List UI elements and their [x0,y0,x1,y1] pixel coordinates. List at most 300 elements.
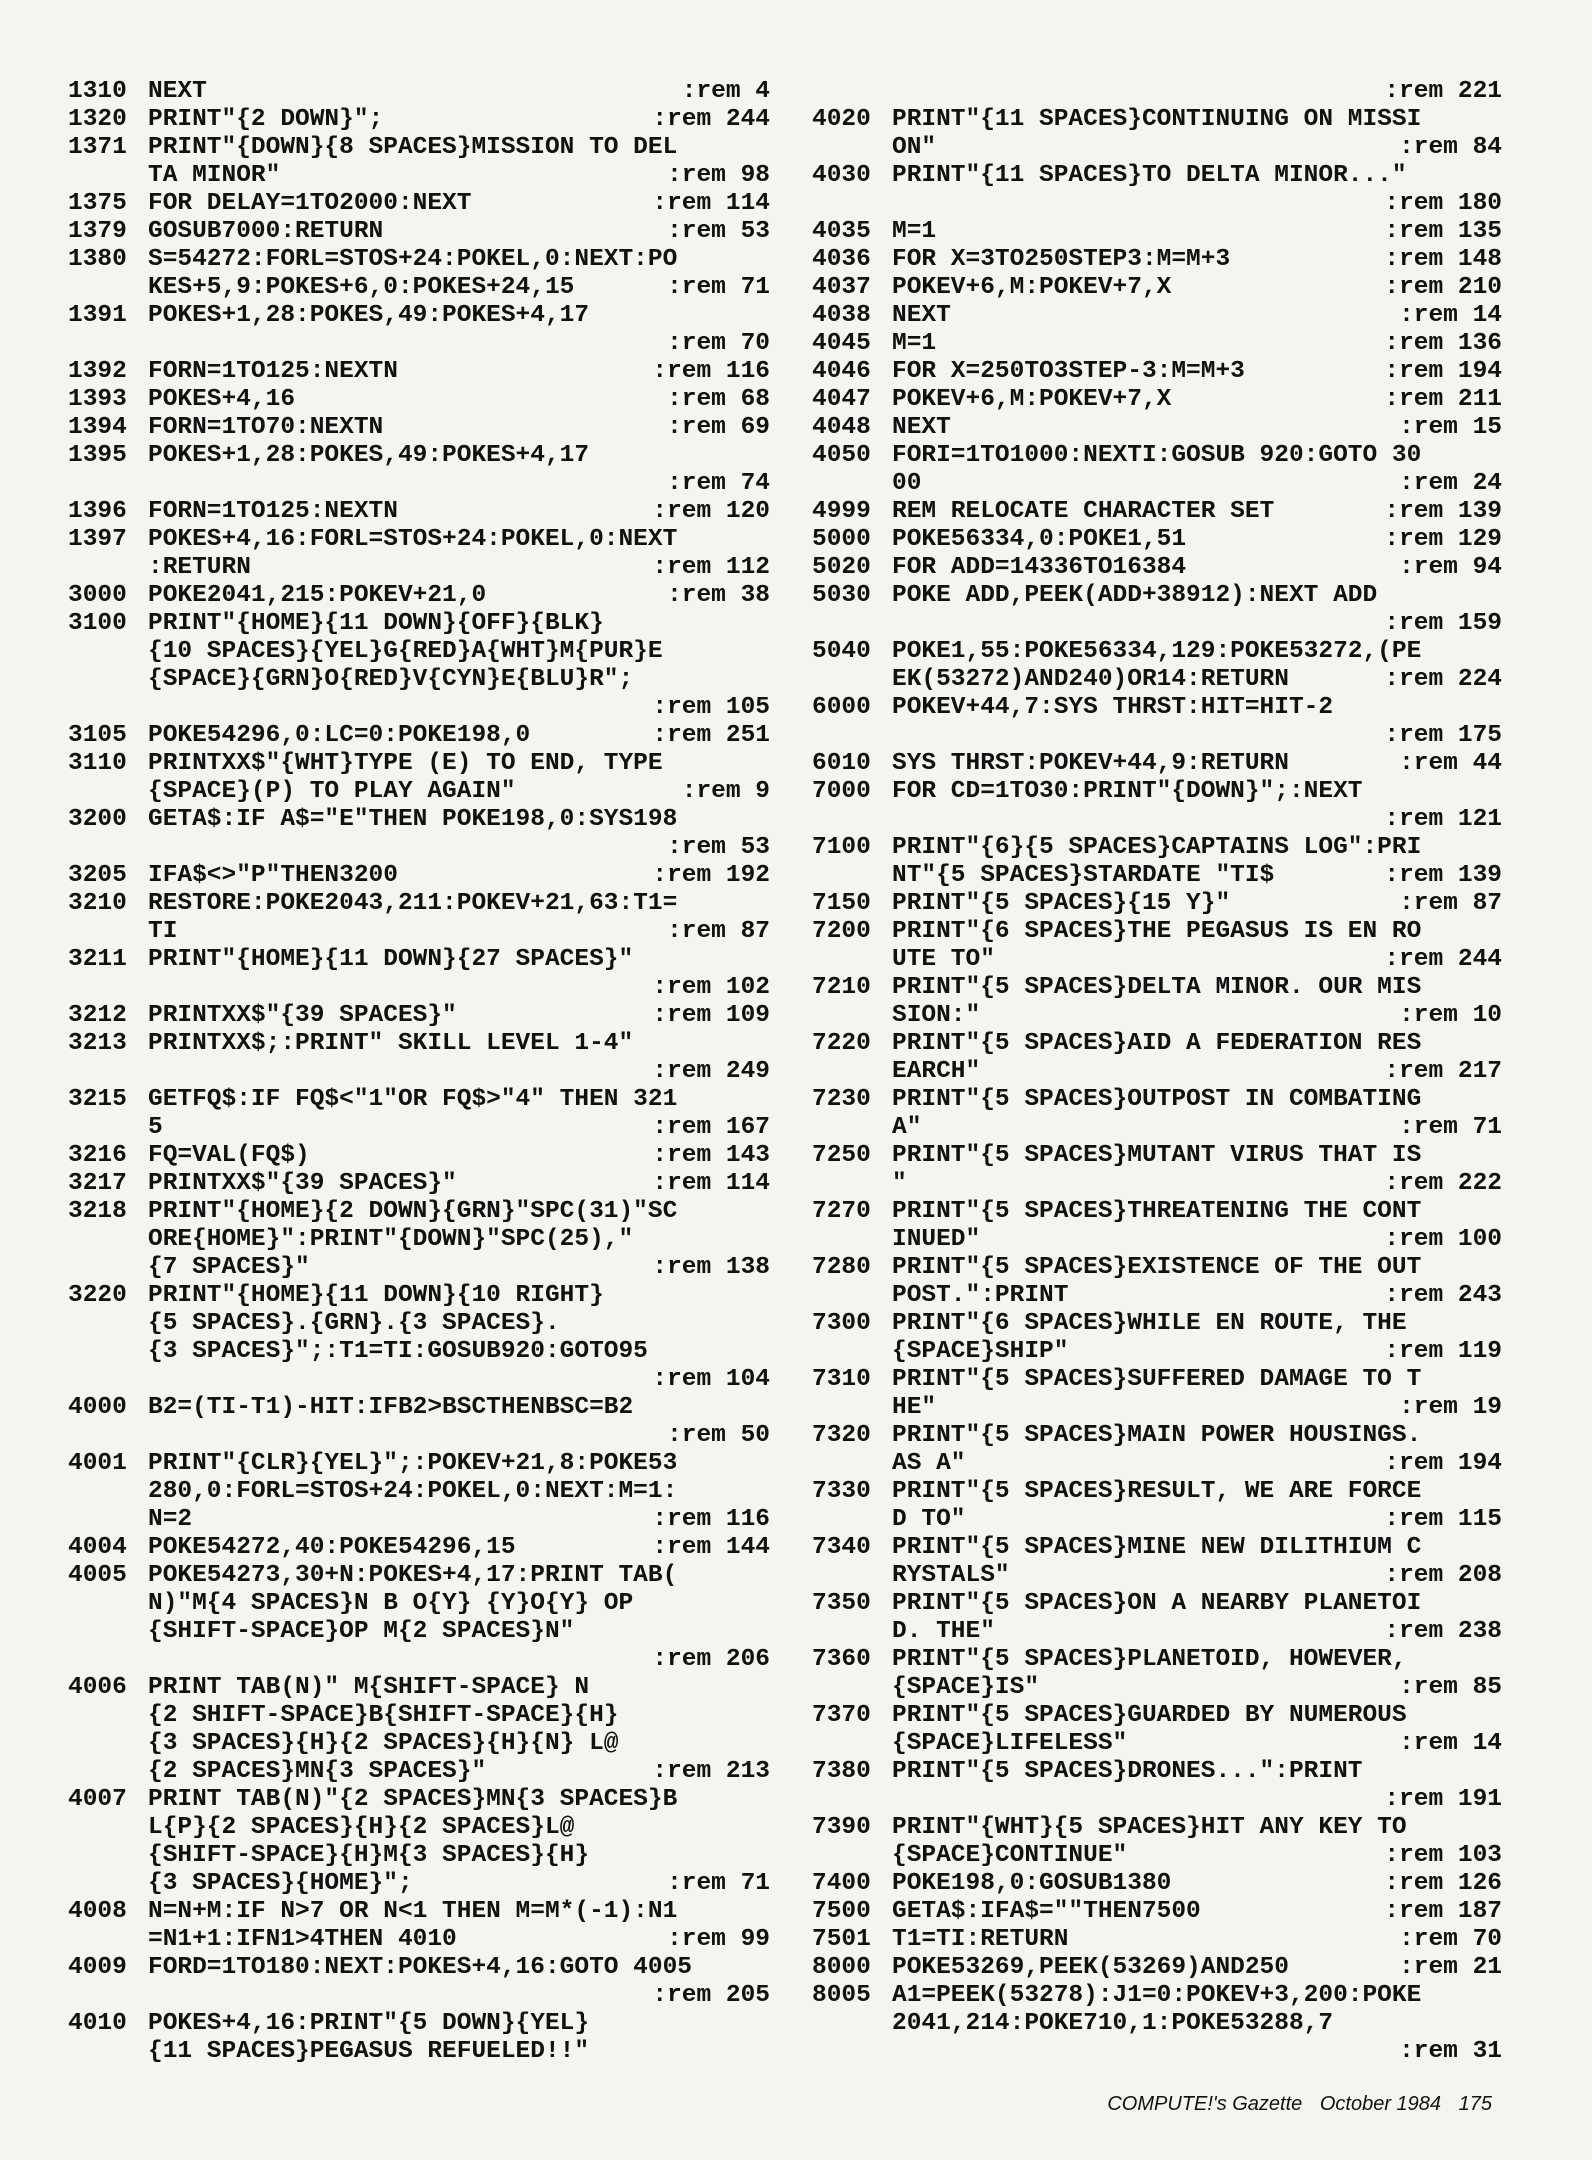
code-line [812,134,1502,162]
code-line [68,2038,770,2066]
code-line [812,1366,1502,1394]
checksum-rem: :rem 222 [1384,1170,1502,1197]
line-number: 4046 [812,358,871,385]
code-text: POKE1,55:POKE56334,129:POKE53272,(PE [892,638,1422,665]
code-text: GETFQ$:IF FQ$<"1"OR FQ$>"4" THEN 321 [148,1086,678,1113]
checksum-rem: :rem 139 [1384,498,1502,525]
checksum-rem: :rem 187 [1384,1898,1502,1925]
line-number: 4999 [812,498,871,525]
code-text: {2 SHIFT-SPACE}B{SHIFT-SPACE}{H} [148,1702,619,1729]
code-line [68,1030,770,1058]
checksum-rem: :rem 148 [1384,246,1502,273]
code-line [812,1534,1502,1562]
line-number: 6000 [812,694,871,721]
line-number: 4009 [68,1954,127,1981]
checksum-rem: :rem 53 [667,218,770,245]
code-line [68,106,770,134]
code-line [812,2010,1502,2038]
code-text: FORD=1TO180:NEXT:POKES+4,16:GOTO 4005 [148,1954,692,1981]
code-line [812,890,1502,918]
code-text: PRINT"{5 SPACES}DELTA MINOR. OUR MIS [892,974,1422,1001]
line-number: 4000 [68,1394,127,1421]
checksum-rem: :rem 15 [1399,414,1502,441]
code-text: POKE53269,PEEK(53269)AND250 [892,1954,1289,1981]
code-line [812,722,1502,750]
code-text: PRINTXX$"{39 SPACES}" [148,1002,457,1029]
checksum-rem: :rem 243 [1384,1282,1502,1309]
code-text: UTE TO" [892,946,995,973]
code-text: PRINT"{5 SPACES}EXISTENCE OF THE OUT [892,1254,1422,1281]
line-number: 7220 [812,1030,871,1057]
line-number: 1394 [68,414,127,441]
checksum-rem: :rem 191 [1384,1786,1502,1813]
code-line [68,862,770,890]
line-number: 4045 [812,330,871,357]
code-text: PRINT"{5 SPACES}SUFFERED DAMAGE TO T [892,1366,1422,1393]
code-text: REM RELOCATE CHARACTER SET [892,498,1275,525]
line-number: 7340 [812,1534,871,1561]
code-text: {7 SPACES}" [148,1254,310,1281]
code-text: M=1 [892,330,937,357]
checksum-rem: :rem 99 [667,1926,770,1953]
code-text: PRINT"{HOME}{11 DOWN}{OFF}{BLK} [148,610,604,637]
checksum-rem: :rem 120 [652,498,770,525]
checksum-rem: :rem 143 [652,1142,770,1169]
checksum-rem: :rem 221 [1384,78,1502,105]
code-line [812,806,1502,834]
code-line [812,1058,1502,1086]
code-text: POKE ADD,PEEK(ADD+38912):NEXT ADD [892,582,1378,609]
checksum-rem: :rem 205 [652,1982,770,2009]
code-text: FOR ADD=14336TO16384 [892,554,1187,581]
code-text: D. THE" [892,1618,995,1645]
code-line [68,442,770,470]
line-number: 7270 [812,1198,871,1225]
code-text: HE" [892,1394,937,1421]
line-number: 7200 [812,918,871,945]
code-line [812,1226,1502,1254]
code-text: A" [892,1114,922,1141]
code-text: FORI=1TO1000:NEXTI:GOSUB 920:GOTO 30 [892,442,1422,469]
code-line [68,1618,770,1646]
code-line [68,1590,770,1618]
code-line [68,218,770,246]
code-line [812,1002,1502,1030]
checksum-rem: :rem 244 [1384,946,1502,973]
checksum-rem: :rem 126 [1384,1870,1502,1897]
line-number: 7210 [812,974,871,1001]
code-line [68,190,770,218]
code-text: 2041,214:POKE710,1:POKE53288,7 [892,2010,1334,2037]
code-text: PRINT"{6}{5 SPACES}CAPTAINS LOG":PRI [892,834,1422,861]
code-text: FORN=1TO70:NEXTN [148,414,384,441]
code-text: {3 SPACES}{HOME}"; [148,1870,413,1897]
code-text: N)"M{4 SPACES}N B O{Y} {Y}O{Y} OP [148,1590,634,1617]
line-number: 3211 [68,946,127,973]
code-text: POKE54273,30+N:POKES+4,17:PRINT TAB( [148,1562,678,1589]
code-line [68,470,770,498]
code-line [68,1394,770,1422]
code-line [812,1702,1502,1730]
code-line [68,526,770,554]
line-number: 7330 [812,1478,871,1505]
code-line [68,1450,770,1478]
code-line [812,1198,1502,1226]
checksum-rem: :rem 138 [652,1254,770,1281]
checksum-rem: :rem 144 [652,1534,770,1561]
checksum-rem: :rem 87 [1399,890,1502,917]
code-text: RESTORE:POKE2043,211:POKEV+21,63:T1= [148,890,678,917]
line-number: 3205 [68,862,127,889]
line-number: 3216 [68,1142,127,1169]
code-text: N=N+M:IF N>7 OR N<1 THEN M=M*(-1):N1 [148,1898,678,1925]
line-number: 3220 [68,1282,127,1309]
checksum-rem: :rem 211 [1384,386,1502,413]
left-column [68,78,770,2066]
code-line [812,190,1502,218]
checksum-rem: :rem 116 [652,358,770,385]
code-text: POKES+4,16:PRINT"{5 DOWN}{YEL} [148,2010,590,2037]
line-number: 4036 [812,246,871,273]
code-line [812,274,1502,302]
code-text: {3 SPACES}{H}{2 SPACES}{H}{N} L@ [148,1730,619,1757]
code-line [812,358,1502,386]
code-line [812,638,1502,666]
code-line [812,1506,1502,1534]
code-line [68,302,770,330]
code-line [68,1534,770,1562]
code-line [68,274,770,302]
line-number: 1397 [68,526,127,553]
code-line [68,722,770,750]
line-number: 3218 [68,1198,127,1225]
line-number: 7310 [812,1366,871,1393]
page-footer [1095,2093,1492,2116]
line-number: 1395 [68,442,127,469]
code-line [68,1254,770,1282]
code-text: {3 SPACES}";:T1=TI:GOSUB920:GOTO95 [148,1338,648,1365]
checksum-rem: :rem 206 [652,1646,770,1673]
line-number: 4030 [812,162,871,189]
checksum-rem: :rem 167 [652,1114,770,1141]
line-number: 7300 [812,1310,871,1337]
code-line [812,946,1502,974]
code-text: 00 [892,470,922,497]
checksum-rem: :rem 85 [1399,1674,1502,1701]
code-text: {2 SPACES}MN{3 SPACES}" [148,1758,487,1785]
code-text: EK(53272)AND240)OR14:RETURN [892,666,1289,693]
line-number: 1310 [68,78,127,105]
line-number: 1396 [68,498,127,525]
checksum-rem: :rem 114 [652,1170,770,1197]
code-text: D TO" [892,1506,966,1533]
code-line [68,666,770,694]
code-text: TA MINOR" [148,162,281,189]
code-text: {11 SPACES}PEGASUS REFUELED!!" [148,2038,590,2065]
code-text: PRINTXX$"{39 SPACES}" [148,1170,457,1197]
code-line [68,386,770,414]
checksum-rem: :rem 74 [667,470,770,497]
code-text: PRINT"{5 SPACES}THREATENING THE CONT [892,1198,1422,1225]
code-text: {SPACE}{GRN}O{RED}V{CYN}E{BLU}R"; [148,666,634,693]
code-text: PRINT"{2 DOWN}"; [148,106,384,133]
checksum-rem: :rem 21 [1399,1954,1502,1981]
code-text: POKEV+44,7:SYS THRST:HIT=HIT-2 [892,694,1334,721]
line-number: 4020 [812,106,871,133]
line-number: 1380 [68,246,127,273]
code-line [68,1562,770,1590]
code-text: FOR DELAY=1TO2000:NEXT [148,190,472,217]
code-line [68,1786,770,1814]
code-text: ORE{HOME}":PRINT"{DOWN}"SPC(25)," [148,1226,634,1253]
footer-magazine: COMPUTE!'s Gazette [1107,2093,1303,2115]
code-line [68,246,770,274]
code-text: SION:" [892,1002,981,1029]
code-line [812,1030,1502,1058]
code-line [812,1674,1502,1702]
code-text: M=1 [892,218,937,245]
line-number: 7320 [812,1422,871,1449]
line-number: 4007 [68,1786,127,1813]
code-line [812,2038,1502,2066]
code-line [812,1926,1502,1954]
line-number: 1320 [68,106,127,133]
code-text: NEXT [892,302,951,329]
code-line [812,778,1502,806]
code-line [812,1254,1502,1282]
code-text: T1=TI:RETURN [892,1926,1069,1953]
line-number: 3100 [68,610,127,637]
line-number: 8005 [812,1982,871,2009]
code-line [812,1478,1502,1506]
checksum-rem: :rem 159 [1384,610,1502,637]
code-text: PRINT"{DOWN}{8 SPACES}MISSION TO DEL [148,134,678,161]
code-line [812,498,1502,526]
line-number: 1391 [68,302,127,329]
code-line [68,2010,770,2038]
code-text: PRINT"{HOME}{11 DOWN}{27 SPACES}" [148,946,634,973]
checksum-rem: :rem 94 [1399,554,1502,581]
code-line [812,218,1502,246]
code-line [812,414,1502,442]
code-text: PRINT"{5 SPACES}AID A FEDERATION RES [892,1030,1422,1057]
code-line [68,1926,770,1954]
checksum-rem: :rem 249 [652,1058,770,1085]
code-line [68,610,770,638]
code-line [812,1730,1502,1758]
checksum-rem: :rem 129 [1384,526,1502,553]
checksum-rem: :rem 50 [667,1422,770,1449]
code-text: NT"{5 SPACES}STARDATE "TI$ [892,862,1275,889]
code-line [812,78,1502,106]
code-text: N=2 [148,1506,193,1533]
line-number: 3105 [68,722,127,749]
code-line [68,1758,770,1786]
code-line [68,1142,770,1170]
checksum-rem: :rem 71 [667,1870,770,1897]
code-text: POKE54296,0:LC=0:POKE198,0 [148,722,531,749]
code-text: POKE54272,40:POKE54296,15 [148,1534,516,1561]
code-line [68,1982,770,2010]
code-line [812,1282,1502,1310]
line-number: 4050 [812,442,871,469]
checksum-rem: :rem 31 [1399,2038,1502,2065]
code-line [68,1310,770,1338]
code-text: " [892,1170,907,1197]
code-line [812,974,1502,1002]
code-text: PRINT"{6 SPACES}WHILE EN ROUTE, THE [892,1310,1407,1337]
checksum-rem: :rem 104 [652,1366,770,1393]
code-line [68,806,770,834]
code-text: POKEV+6,M:POKEV+7,X [892,386,1172,413]
code-text: INUED" [892,1226,981,1253]
code-text: POKE56334,0:POKE1,51 [892,526,1187,553]
line-number: 7230 [812,1086,871,1113]
code-text: POKE198,0:GOSUB1380 [892,1870,1172,1897]
code-text: POST.":PRINT [892,1282,1069,1309]
checksum-rem: :rem 70 [1399,1926,1502,1953]
code-text: PRINTXX$"{WHT}TYPE (E) TO END, TYPE [148,750,663,777]
code-line [68,330,770,358]
line-number: 8000 [812,1954,871,1981]
code-text: PRINT"{5 SPACES}MINE NEW DILITHIUM C [892,1534,1422,1561]
code-text: {SPACE}SHIP" [892,1338,1069,1365]
code-line [68,1646,770,1674]
code-text: {5 SPACES}.{GRN}.{3 SPACES}. [148,1310,560,1337]
code-line [68,750,770,778]
code-text: PRINT TAB(N)" M{SHIFT-SPACE} N [148,1674,590,1701]
line-number: 4037 [812,274,871,301]
line-number: 4005 [68,1562,127,1589]
checksum-rem: :rem 119 [1384,1338,1502,1365]
checksum-rem: :rem 38 [667,582,770,609]
checksum-rem: :rem 109 [652,1002,770,1029]
code-line [812,1842,1502,1870]
line-number: 7150 [812,890,871,917]
code-line [68,162,770,190]
code-text: {SPACE}(P) TO PLAY AGAIN" [148,778,516,805]
code-text: PRINT"{5 SPACES}GUARDED BY NUMEROUS [892,1702,1407,1729]
line-number: 4038 [812,302,871,329]
code-line [68,1842,770,1870]
code-text: IFA$<>"P"THEN3200 [148,862,398,889]
checksum-rem: :rem 116 [652,1506,770,1533]
line-number: 7280 [812,1254,871,1281]
code-line [812,1086,1502,1114]
line-number: 5000 [812,526,871,553]
line-number: 5040 [812,638,871,665]
code-text: KES+5,9:POKES+6,0:POKES+24,15 [148,274,575,301]
code-line [68,1702,770,1730]
code-line [68,134,770,162]
code-line [68,1002,770,1030]
checksum-rem: :rem 194 [1384,358,1502,385]
checksum-rem: :rem 19 [1399,1394,1502,1421]
code-line [812,1786,1502,1814]
code-text: POKES+1,28:POKES,49:POKES+4,17 [148,302,590,329]
code-line [68,834,770,862]
code-line [812,918,1502,946]
code-line [812,610,1502,638]
code-text: FQ=VAL(FQ$) [148,1142,310,1169]
checksum-rem: :rem 121 [1384,806,1502,833]
code-line [812,694,1502,722]
code-line [812,1422,1502,1450]
code-line [812,1394,1502,1422]
code-text: GOSUB7000:RETURN [148,218,384,245]
code-line [68,554,770,582]
code-line [68,498,770,526]
code-text: :RETURN [148,554,251,581]
line-number: 3217 [68,1170,127,1197]
checksum-rem: :rem 180 [1384,190,1502,217]
line-number: 4047 [812,386,871,413]
code-line [812,750,1502,778]
checksum-rem: :rem 100 [1384,1226,1502,1253]
checksum-rem: :rem 114 [652,190,770,217]
code-line [812,554,1502,582]
code-text: =N1+1:IFN1>4THEN 4010 [148,1926,457,1953]
line-number: 4008 [68,1898,127,1925]
code-text: FORN=1TO125:NEXTN [148,498,398,525]
line-number: 4004 [68,1534,127,1561]
code-line [68,974,770,1002]
code-text: PRINT TAB(N)"{2 SPACES}MN{3 SPACES}B [148,1786,678,1813]
code-text: FORN=1TO125:NEXTN [148,358,398,385]
code-text: PRINT"{HOME}{11 DOWN}{10 RIGHT} [148,1282,604,1309]
line-number: 3213 [68,1030,127,1057]
checksum-rem: :rem 105 [652,694,770,721]
code-text: PRINT"{5 SPACES}PLANETOID, HOWEVER, [892,1646,1407,1673]
code-line [812,302,1502,330]
line-number: 4001 [68,1450,127,1477]
checksum-rem: :rem 98 [667,162,770,189]
code-line [812,1114,1502,1142]
code-line [68,1170,770,1198]
checksum-rem: :rem 238 [1384,1618,1502,1645]
checksum-rem: :rem 24 [1399,470,1502,497]
code-text: NEXT [892,414,951,441]
code-text: PRINT"{11 SPACES}TO DELTA MINOR..." [892,162,1407,189]
checksum-rem: :rem 10 [1399,1002,1502,1029]
line-number: 3000 [68,582,127,609]
code-line [812,666,1502,694]
code-text: PRINT"{5 SPACES}ON A NEARBY PLANETOI [892,1590,1422,1617]
code-line [68,638,770,666]
code-text: POKES+4,16 [148,386,296,413]
code-line [812,330,1502,358]
checksum-rem: :rem 115 [1384,1506,1502,1533]
code-line [812,582,1502,610]
code-line [812,862,1502,890]
checksum-rem: :rem 244 [652,106,770,133]
code-text: ON" [892,134,937,161]
line-number: 1375 [68,190,127,217]
line-number: 4010 [68,2010,127,2037]
line-number: 3210 [68,890,127,917]
code-line [68,1870,770,1898]
code-text: PRINT"{5 SPACES}DRONES...":PRINT [892,1758,1363,1785]
code-line [68,918,770,946]
code-line [68,1086,770,1114]
line-number: 1393 [68,386,127,413]
code-line [812,442,1502,470]
line-number: 7100 [812,834,871,861]
line-number: 1392 [68,358,127,385]
code-text: RYSTALS" [892,1562,1010,1589]
code-text: AS A" [892,1450,966,1477]
code-text: A1=PEEK(53278):J1=0:POKEV+3,200:POKE [892,1982,1422,2009]
